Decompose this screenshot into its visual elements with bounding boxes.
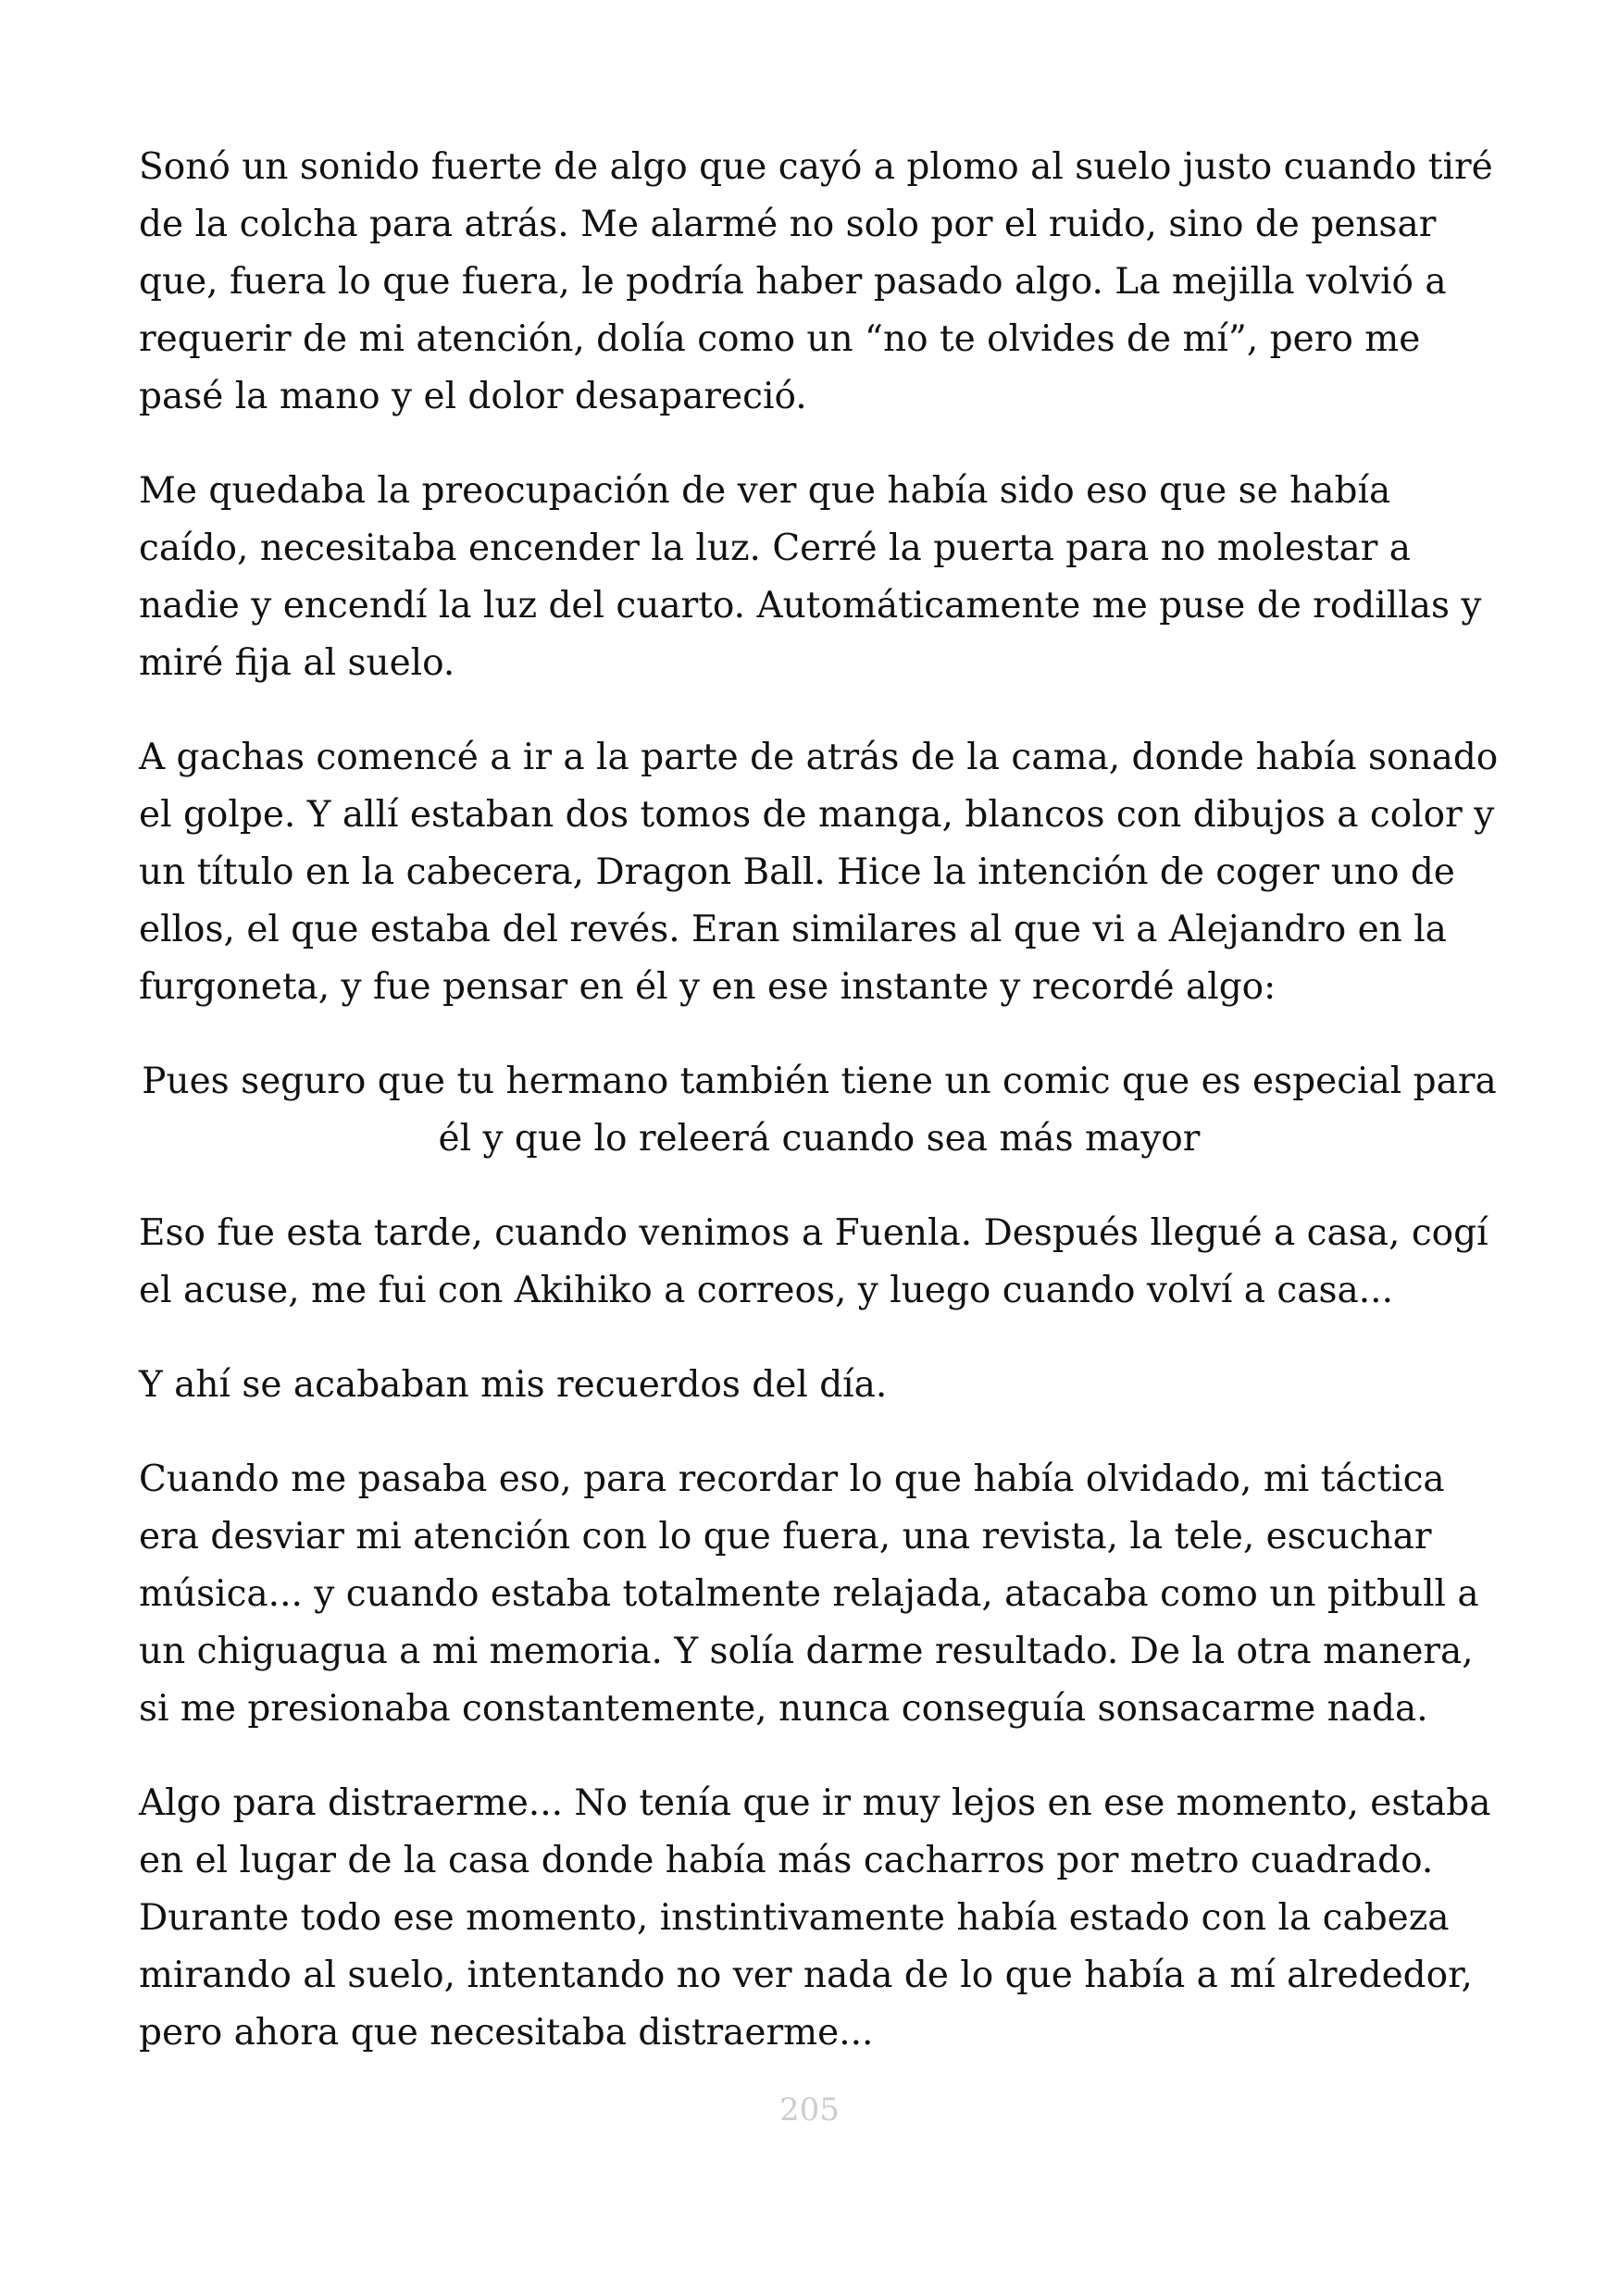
paragraph: Cuando me pasaba eso, para recordar lo que había olvidado, mi táctica era desviar mi atención con lo que fuera, una revista, la tele, escuchar música... y cuando estaba totalmente relajada, atacaba como un pitbull a un chiguagua a mi memoria. Y solía darme resultado. De la otra manera, si me presionaba constantemente, nunca conseguía sonsacarme nada.	[139, 1458, 1479, 1730]
paragraph: Y ahí se acababan mis recuerdos del día.	[139, 1364, 888, 1406]
page-body	[139, 139, 1500, 2099]
page-number: 205	[779, 2091, 840, 2128]
quote-paragraph: Pues seguro que tu hermano también tiene un comic que es especial para él y que lo releerá cuando sea más mayor	[142, 1061, 1497, 1160]
paragraph: Sonó un sonido fuerte de algo que cayó a plomo al suelo justo cuando tiré de la colcha para atrás. Me alarmé no solo por el ruido, sino de pensar que, fuera lo que fuera, le podría haber pasado algo. La mejilla volvió a requerir de mi atención, dolía como un “no te olvides de mí”, pero me pasé la mano y el dolor desapareció.	[139, 146, 1493, 417]
paragraph: Me quedaba la preocupación de ver que había sido eso que se había caído, necesitaba encender la luz. Cerré la puerta para no molestar a nadie y encendí la luz del cuarto. Automáticamente me puse de rodillas y miré fija al suelo.	[139, 470, 1482, 684]
paragraph: Algo para distraerme... No tenía que ir muy lejos en ese momento, estaba en el lugar de la casa donde había más cacharros por metro cuadrado. Durante todo ese momento, instintivamente había estado con la cabeza mirando al suelo, intentando no ver nada de lo que había a mí alrededor, pero ahora que necesitaba distraerme...	[139, 1782, 1491, 2054]
paragraph: A gachas comencé a ir a la parte de atrás de la cama, donde había sonado el golpe. Y allí estaban dos tomos de manga, blancos con dibujos a color y un título en la cabecera, Dragon Ball. Hice la intención de coger uno de ellos, el que estaba del revés. Eran similares al que vi a Alejandro en la furgoneta, y fue pensar en él y en ese instante y recordé algo:	[139, 737, 1499, 1008]
paragraph: Eso fue esta tarde, cuando venimos a Fuenla. Después llegué a casa, cogí el acuse, me fui con Akihiko a correos, y luego cuando volví a casa...	[139, 1212, 1488, 1311]
